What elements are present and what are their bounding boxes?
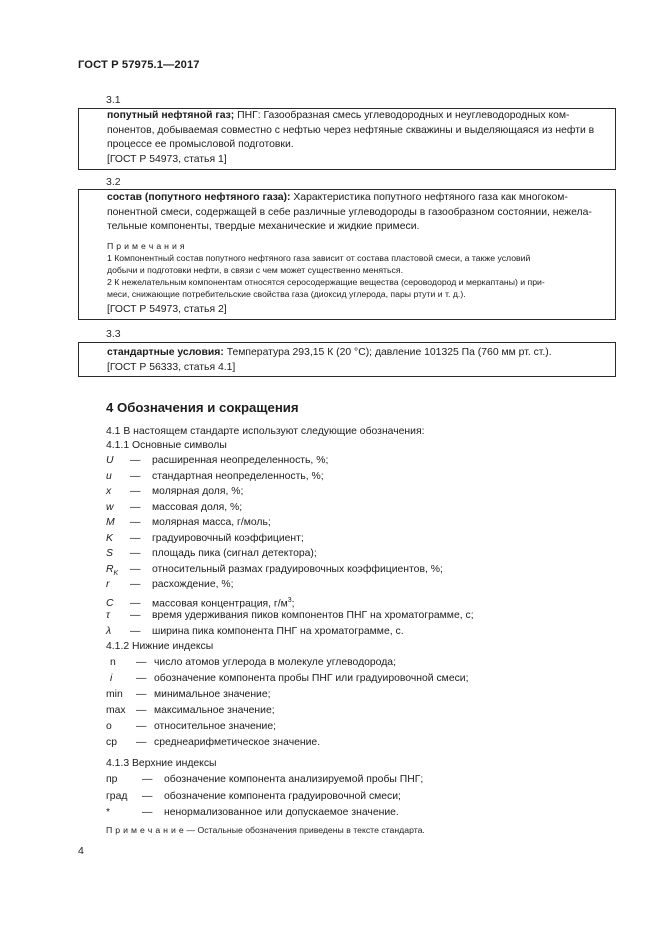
index-description: среднеарифметическое значение. (154, 737, 321, 748)
index-row (106, 736, 320, 750)
symbol: U (106, 455, 114, 466)
symbol: u (106, 470, 112, 482)
subsection-title: 4.1.3 Верхние индексы (106, 758, 217, 769)
dash: — (136, 705, 147, 716)
term-number: 3.3 (106, 328, 121, 340)
symbol-row (106, 625, 404, 639)
index-row (106, 773, 423, 787)
subsection-title: 4.1.2 Нижние индексы (106, 641, 214, 652)
description-superscript: 3 (287, 596, 292, 604)
term-definition (107, 346, 612, 375)
term-box (78, 342, 616, 377)
term-box (78, 108, 616, 170)
note-line: 1 Компонентный состав попутного нефтяного газа зависит от состава пластовой смеси, а также условий (107, 253, 531, 263)
symbol: M (106, 517, 115, 528)
dash: — (142, 774, 153, 785)
term-name: попутный нефтяной газ; (107, 110, 235, 121)
symbol-description: молярная масса, г/моль; (152, 517, 271, 528)
note-line: меси, снижающие потребительские свойства газа (диоксид углерода, пары ртути и т. д.). (107, 289, 466, 299)
symbol-description: относительный размах градуировочных коэффициентов, %; (152, 563, 443, 575)
definition-line: тельные компоненты, твердые механические и жидкие примеси. (107, 221, 420, 233)
definition-line: Температура 293,15 К (20 °С); давление 101325 Па (760 мм рт. ст.). (223, 347, 552, 358)
index-row (106, 720, 276, 734)
dash: — (130, 597, 141, 609)
term-number: 3.1 (106, 94, 121, 106)
note-line: добычи и подготовки нефти, в связи с чем может существенно меняться. (107, 265, 404, 275)
section-title: 4 Обозначения и сокращения (106, 400, 299, 415)
dash: — (136, 657, 147, 668)
index-symbol: град (106, 790, 128, 802)
symbol-description: время удерживания пиков компонентов ПНГ на хроматограмме, с; (152, 610, 474, 621)
final-note-text: — Остальные обозначения приведены в тексте стандарта. (184, 825, 425, 835)
index-symbol: cp (106, 737, 117, 748)
dash: — (136, 673, 147, 684)
note-line: 2 К нежелательным компонентам относятся серосодержащие вещества (сероводород и меркаптаны) и при- (107, 277, 545, 287)
dash: — (130, 579, 141, 590)
term-definition (107, 191, 612, 235)
symbol: K (106, 532, 113, 544)
term-reference: [ГОСТ Р 56333, статья 4.1] (107, 361, 236, 373)
subsection-title: 4.1.1 Основные символы (106, 440, 227, 451)
symbol-description: ширина пика компонента ПНГ на хроматограмме, с. (152, 625, 404, 637)
index-row (106, 672, 468, 686)
dash: — (142, 790, 153, 802)
symbol: S (106, 548, 113, 559)
dash: — (130, 470, 141, 482)
dash: — (130, 455, 141, 466)
dash: — (130, 625, 141, 637)
dash: — (130, 610, 141, 621)
intro-text: 4.1 В настоящем стандарте используют следующие обозначения: (106, 426, 425, 437)
definition-line: понентов, добываемая совместно с нефтью через нефтяные скважины и выделяющаяся из нефти в (107, 124, 595, 136)
symbol-subscript: K (113, 569, 119, 577)
index-description: число атомов углерода в молекуле углеводорода; (154, 657, 396, 668)
symbol-row (106, 501, 242, 515)
term-reference: [ГОСТ Р 54973, статья 2] (107, 304, 227, 315)
term-definition (107, 109, 612, 167)
symbol: λ (106, 625, 112, 637)
symbol: x (106, 486, 112, 497)
index-row (106, 806, 399, 820)
symbol-description: массовая концентрация, г/м (152, 597, 288, 609)
symbol-row (106, 470, 324, 484)
term-box (78, 189, 616, 320)
index-description: обозначение компонента анализируемой пробы ПНГ; (164, 774, 424, 785)
symbol-row (106, 547, 317, 561)
symbol-row (106, 485, 243, 499)
index-description: ненормализованное или допускаемое значение. (164, 807, 399, 818)
dash: — (130, 548, 141, 559)
definition-line: процессе ее промысловой подготовки. (107, 139, 294, 151)
symbol-description: молярная доля, %; (152, 486, 244, 497)
symbol-row (106, 454, 328, 468)
index-description: обозначение компонента градуировочной смеси; (164, 790, 401, 802)
term-notes (107, 240, 612, 300)
index-symbol: пр (106, 774, 118, 785)
document-header: ГОСТ Р 57975.1—2017 (78, 59, 200, 71)
dash: — (130, 486, 141, 497)
symbol-description: стандартная неопределенность, %; (152, 470, 324, 482)
symbol-description: градуировочный коэффициент; (152, 532, 304, 544)
index-symbol: * (106, 807, 111, 818)
index-row (106, 704, 275, 718)
term-name: стандартные условия: (107, 347, 224, 358)
final-note (106, 823, 425, 837)
symbol: τ (106, 610, 110, 621)
index-description: относительное значение; (154, 721, 277, 732)
dash: — (136, 689, 147, 700)
definition-line: Характеристика попутного нефтяного газа как многоком- (290, 192, 568, 203)
index-symbol: i (110, 673, 113, 684)
notes-title: П р и м е ч а н и я (107, 241, 185, 251)
index-symbol: n (110, 657, 116, 668)
symbol-description: расширенная неопределенность, %; (152, 455, 329, 466)
description-tail: ; (291, 597, 295, 609)
final-note-label: П р и м е ч а н и е (106, 825, 184, 835)
index-symbol: max (106, 705, 126, 716)
index-symbol: o (106, 721, 112, 732)
term-reference: [ГОСТ Р 54973, статья 1] (107, 153, 227, 165)
symbol: C (106, 597, 114, 609)
dash: — (136, 737, 147, 748)
dash: — (130, 532, 141, 544)
dash: — (130, 501, 141, 513)
dash: — (136, 721, 147, 732)
symbol-description: площадь пика (сигнал детектора); (152, 548, 317, 559)
symbol-row (106, 532, 304, 546)
page-number: 4 (78, 845, 84, 857)
symbol-description: расхождение, %; (152, 579, 234, 590)
symbol-description: массовая доля, %; (152, 501, 243, 513)
dash: — (142, 807, 153, 818)
definition-line: понентной смеси, содержащей в себе различные углеводороды в газообразном состоянии, нежела- (107, 206, 592, 218)
index-row (106, 688, 271, 702)
dash: — (130, 517, 141, 528)
symbol-row (106, 516, 271, 530)
term-number: 3.2 (106, 176, 121, 188)
dash: — (130, 563, 141, 575)
definition-line: ПНГ: Газообразная смесь углеводородных и неуглеводородных ком- (234, 110, 570, 121)
index-symbol: min (106, 689, 123, 700)
symbol-row (106, 578, 234, 592)
index-description: обозначение компонента пробы ПНГ или градуировочной смеси; (154, 673, 469, 684)
index-row (106, 790, 401, 804)
symbol: $R_K$ (106, 563, 119, 577)
term-name: состав (попутного нефтяного газа): (107, 192, 291, 203)
index-description: минимальное значение; (154, 689, 271, 700)
symbol: w (106, 501, 114, 513)
index-description: максимальное значение; (154, 705, 275, 716)
index-row (106, 656, 396, 670)
symbol-row (106, 609, 474, 623)
symbol: r (106, 579, 110, 590)
